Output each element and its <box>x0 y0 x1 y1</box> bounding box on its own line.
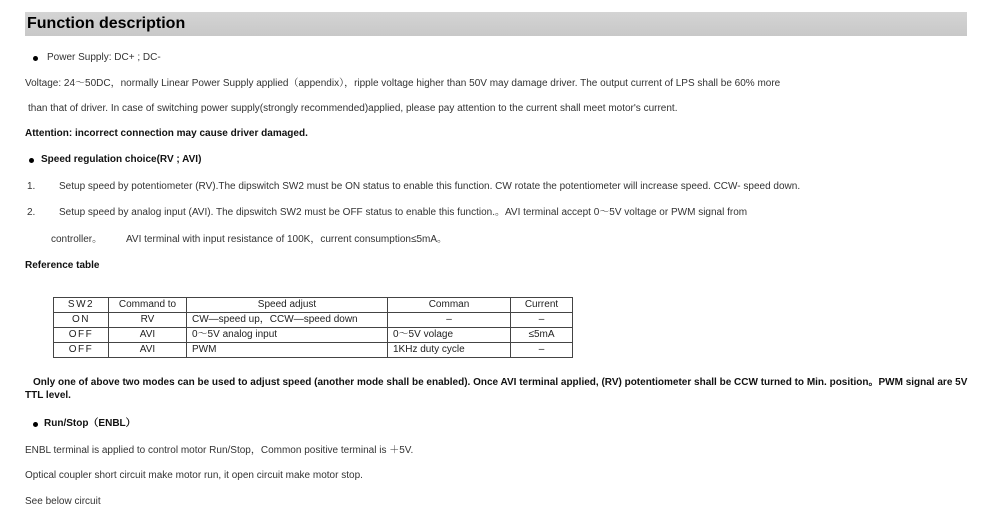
table-cell: PWM <box>187 343 388 358</box>
list-item-number: 1. <box>27 181 36 192</box>
voltage-line: Voltage: 24～50DC，normally Linear Power Supply applied（appendix），ripple voltage higher than 50V may damage driver. The output current of LPS shall be 60% more <box>25 78 781 89</box>
power-supply-heading: Power Supply: DC+ ; DC- <box>47 52 161 63</box>
run-stop-heading: Run/Stop（ENBL） <box>44 418 136 429</box>
table-cell: ≤5mA <box>511 328 573 343</box>
mode-selection-note: Only one of above two modes can be used to adjust speed (another mode shall be enabled). Once AVI terminal applied, (RV) potentiometer shall be CCW turned to Min. position。PWM signal are 5V TTL level. <box>25 377 968 401</box>
table-header-cell: Speed adjust <box>187 298 388 313</box>
table-cell: – <box>511 343 573 358</box>
bullet-icon <box>33 422 38 427</box>
enbl-description: ENBL terminal is applied to control motor Run/Stop，Common positive terminal is ＋5V. <box>25 445 414 456</box>
table-cell: OFF <box>54 343 109 358</box>
table-header-cell: Current <box>511 298 573 313</box>
table-row <box>54 328 573 343</box>
avi-terminal-note: AVI terminal with input resistance of 100K，current consumption≤5mA。 <box>126 234 448 245</box>
circuit-reference: See below circuit <box>25 496 101 507</box>
table-row <box>54 343 573 358</box>
table-header-row <box>54 298 573 313</box>
table-cell: ON <box>54 313 109 328</box>
table-cell: – <box>511 313 573 328</box>
table-header-cell: SW2 <box>54 298 109 313</box>
table-cell: AVI <box>109 328 187 343</box>
bullet-icon <box>29 158 34 163</box>
page-title: Function description <box>27 15 186 32</box>
attention-note: Attention: incorrect connection may cause driver damaged. <box>25 128 308 139</box>
bullet-icon <box>33 56 38 61</box>
table-cell: 1KHz duty cycle <box>388 343 511 358</box>
table-cell: 0～5V analog input <box>187 328 388 343</box>
reference-table <box>53 297 573 358</box>
list-item-text: Setup speed by potentiometer (RV).The dipswitch SW2 must be ON status to enable this function. CW rotate the potentiometer will increase speed. CCW- speed down. <box>59 181 801 192</box>
table-header-cell: Command to <box>109 298 187 313</box>
table-cell: AVI <box>109 343 187 358</box>
list-item-number: 2. <box>27 207 36 218</box>
section-header-bar <box>25 12 967 36</box>
table-header-cell: Comman <box>388 298 511 313</box>
controller-continuation: controller。 <box>51 234 103 245</box>
speed-regulation-heading: Speed regulation choice(RV ; AVI) <box>41 154 202 165</box>
optical-coupler-description: Optical coupler short circuit make motor run, it open circuit make motor stop. <box>25 470 363 481</box>
reference-table-label: Reference table <box>25 260 100 271</box>
voltage-line-continued: than that of driver. In case of switching power supply(strongly recommended)applied, please pay attention to the current shall meet motor's current. <box>28 103 678 114</box>
table-cell: 0～5V volage <box>388 328 511 343</box>
table-cell: CW—speed up，CCW—speed down <box>187 313 388 328</box>
table-cell: – <box>388 313 511 328</box>
table-cell: OFF <box>54 328 109 343</box>
table-row <box>54 313 573 328</box>
table-cell: RV <box>109 313 187 328</box>
list-item-text: Setup speed by analog input (AVI). The dipswitch SW2 must be OFF status to enable this function.。AVI terminal accept 0～5V voltage or PWM signal from <box>59 207 748 218</box>
